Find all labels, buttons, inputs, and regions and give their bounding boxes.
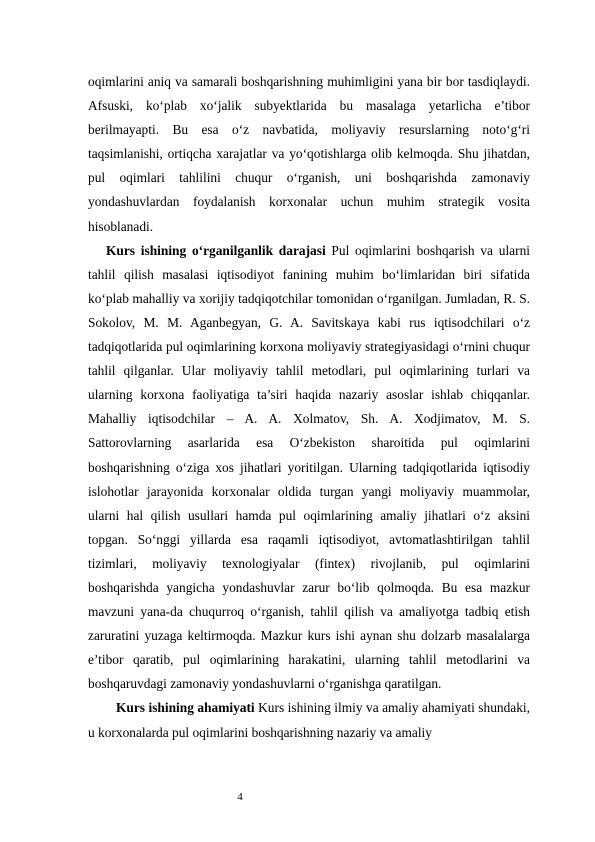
paragraph-significance [88, 696, 530, 744]
paragraph-intro [88, 70, 530, 239]
paragraph-intro-text: oqimlarini aniq va samarali boshqarishning muhimligini yana bir bor tasdiqlaydi. Afsuski, ko‘plab xo‘jalik subyektlarida bu masalaga yetarlicha e’tibor berilmayapti. Bu esa o‘z navbatida, moliyaviy resurslarning noto‘g‘ri taqsimlanishi, ortiqcha xarajatlar va yo‘qotishlarga olib kelmoqda. Shu jihatdan, pul oqimlari tahlilini chuqur o‘rganish, uni boshqarishda zamonaviy yondashuvlardan foydalanish korxonalar uchun muhim strategik vosita hisoblanadi. [88, 74, 530, 234]
paragraph-research-level [88, 239, 530, 697]
paragraph-research-level-text: Pul oqimlarini boshqarish va ularni tahlil qilish masalasi iqtisodiyot fanining muhim bo‘limlaridan biri sifatida ko‘plab mahalliy va xorijiy tadqiqotchilar tomonidan o‘rganilgan. Jumladan, R. S. Sokolov, M. M. Aganbegyan, G. A. Savitskaya kabi rus iqtisodchilari o‘z tadqiqotlarida pul oqimlarining korxona moliyaviy strategiyasidagi o‘rnini chuqur tahlil qilganlar. Ular moliyaviy tahlil metodlari, pul oqimlarining turlari va ularning korxona faoliyatiga ta’siri haqida nazariy asoslar ishlab chiqqanlar. Mahalliy iqtisodchilar – A. A. Xolmatov, Sh. A. Xodjimatov, M. S. Sattorovlarning asarlarida esa O‘zbekiston sharoitida pul oqimlarini boshqarishning o‘ziga xos jihatlari yoritilgan. Ularning tadqiqotlarida iqtisodiy islohotlar jarayonida korxonalar oldida turgan yangi moliyaviy muammolar, ularni hal qilish usullari hamda pul oqimlarining amaliy jihatlari o‘z aksini topgan. So‘nggi yillarda esa raqamli iqtisodiyot, avtomatlashtirilgan tahlil tizimlari, moliyaviy texnologiyalar (fintex) rivojlanib, pul oqimlarini boshqarishda yangicha yondashuvlar zarur bo‘lib qolmoqda. Bu esa mazkur mavzuni yana-da chuqurroq o‘rganish, tahlil qilish va amaliyotga tadbiq etish zaruratini yuzaga keltirmoqda. Mazkur kurs ishi aynan shu dolzarb masalalarga e’tibor qaratib, pul oqimlarining harakatini, ularning tahlil metodlarini va boshqaruvdagi zamonaviy yondashuvlarni o‘rganishga qaratilgan. [88, 242, 530, 692]
paragraph-significance-text: Kurs ishining ilmiy va amaliy ahamiyati shundaki, u korxonalarda pul oqimlarini boshqarishning nazariy va amaliy [88, 700, 530, 740]
body-text [88, 70, 530, 745]
heading-significance: Kurs ishining ahamiyati [116, 700, 255, 716]
page-number: 4 [237, 791, 243, 803]
heading-research-level: Kurs ishining o‘rganilganlik darajasi [106, 242, 326, 258]
